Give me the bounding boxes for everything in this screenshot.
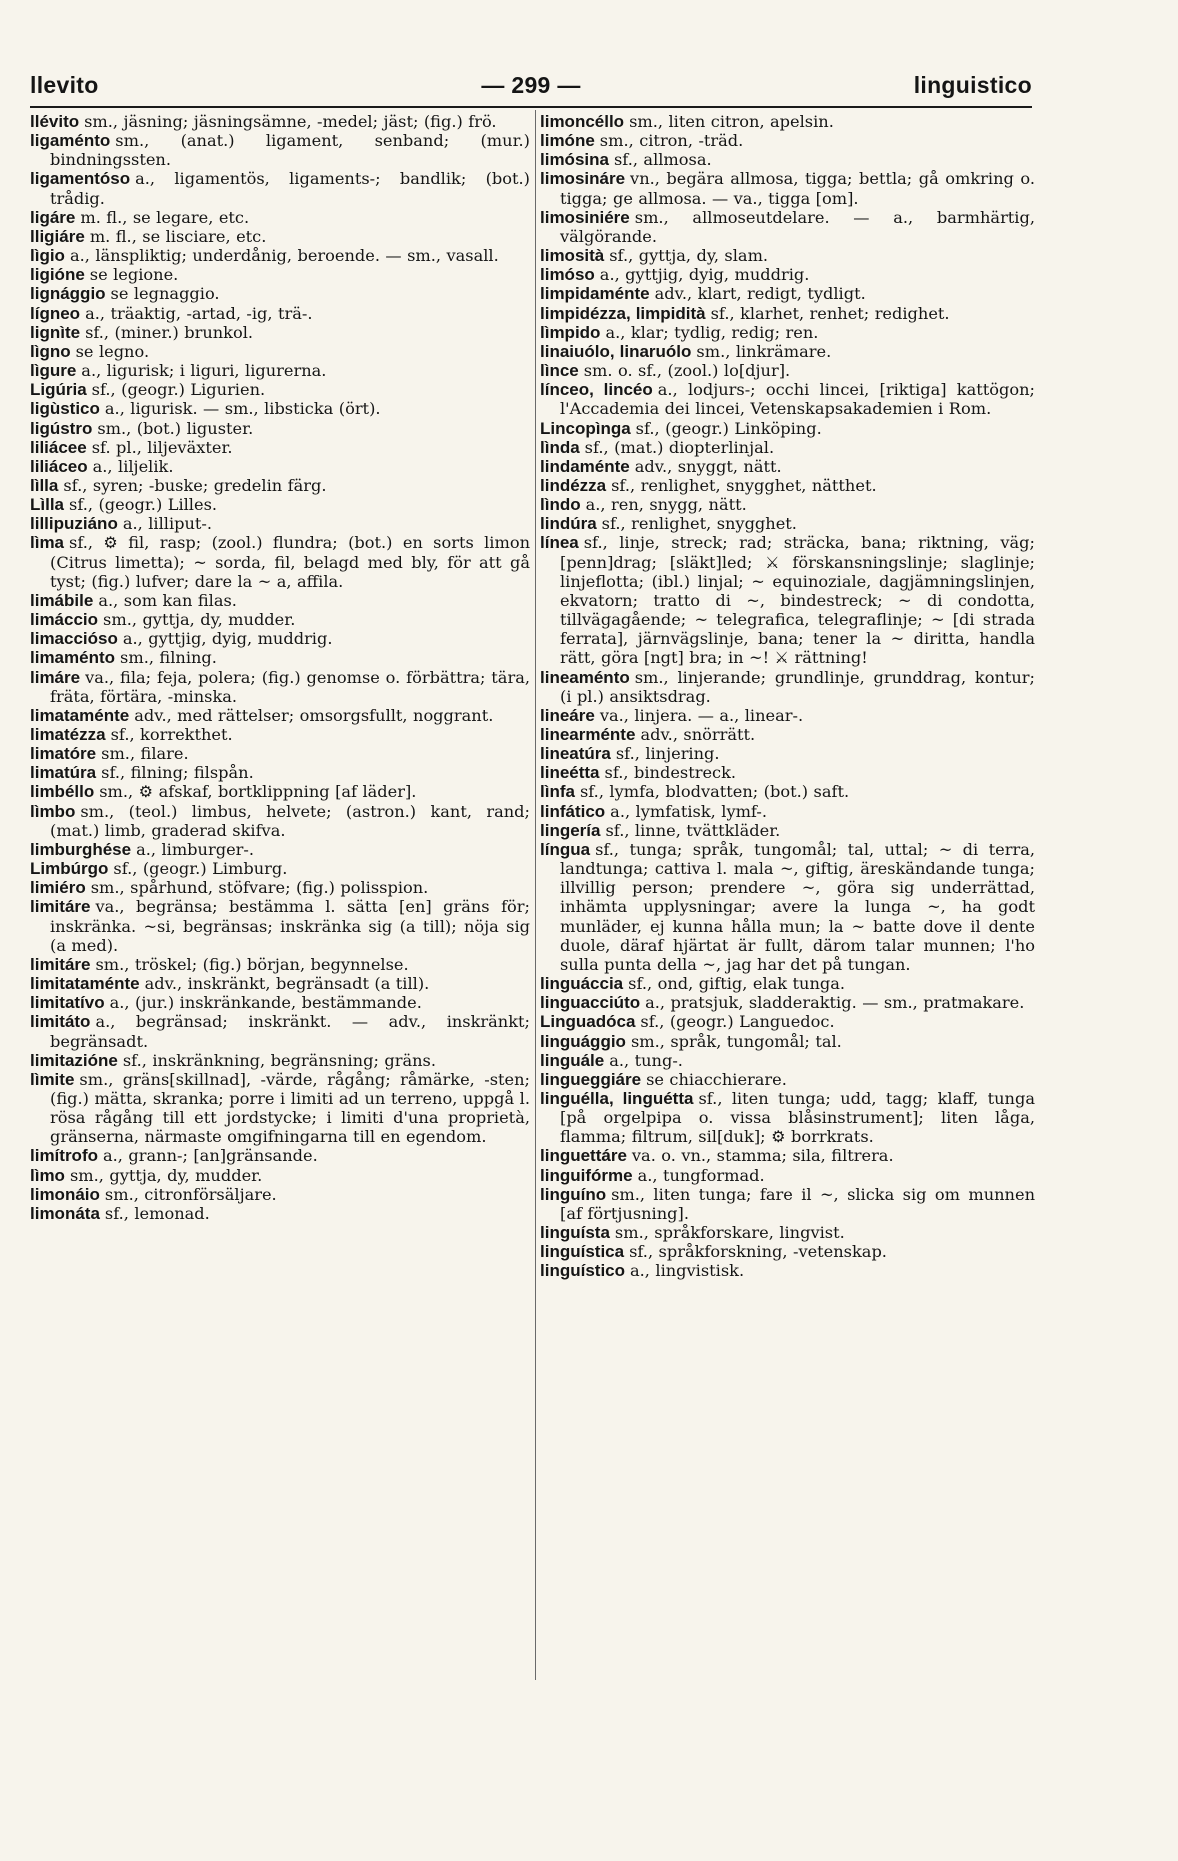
dictionary-entry	[540, 323, 1035, 342]
dictionary-entry	[30, 419, 530, 438]
dictionary-entry	[540, 668, 1035, 706]
dictionary-entry	[30, 840, 530, 859]
dictionary-entry	[30, 169, 530, 207]
entry-definition: sf., (geogr.) Linköping.	[635, 418, 822, 438]
entry-definition: a., länspliktig; underdånig, beroende. — sm., vasall.	[69, 246, 499, 266]
entry-definition: va., linjera. — a., linear-.	[599, 705, 804, 725]
entry-definition: sf., (geogr.) Lilles.	[69, 495, 218, 515]
entry-definition: a., lodjurs-; occhi lincei, [riktiga] kattögon; l'Accademia dei lincei, Vetenskapsakademien i Rom.	[560, 380, 1035, 419]
entry-definition: sm., (teol.) limbus, helvete; (astron.) kant, rand; (mat.) limb, graderad skifva.	[50, 801, 530, 840]
entry-definition: a., pratsjuk, sladderaktig. — sm., pratmakare.	[645, 993, 1025, 1013]
entry-definition: sm., ⚙ afskaf, bortklippning [af läder].	[99, 782, 417, 802]
entry-definition: a., ligamentös, ligaments-; bandlik; (bot.) trådig.	[50, 169, 530, 208]
dictionary-entry	[30, 438, 530, 457]
dictionary-entry	[30, 342, 530, 361]
entry-definition: a., limburger-.	[136, 839, 255, 859]
entry-definition: sf., (miner.) brunkol.	[85, 322, 254, 342]
dictionary-entry	[540, 476, 1035, 495]
entry-definition: sm., gyttja, dy, mudder.	[103, 610, 296, 630]
dictionary-entry	[540, 993, 1035, 1012]
entry-definition: m. fl., se lisciare, etc.	[89, 226, 267, 246]
dictionary-entry	[30, 955, 530, 974]
entry-definition: a., (jur.) inskränkande, bestämmande.	[109, 993, 422, 1013]
entry-definition: sf., gyttja, dy, slam.	[609, 246, 769, 266]
dictionary-entry	[30, 782, 530, 801]
entry-headword: limatóre	[30, 744, 97, 764]
entry-definition: sf., tunga; språk, tungomål; tal, uttal; ~ di terra, landtunga; cattiva l. mala ~, giftig, äreskändande tunga; illvillig person; prendere ~, göra sig underrättad, inhämta upplysningar; avere la lunga ~, ha godt munläder, ej kunna hålla mun; la ~ batte dove il dente duole, däraf hjärtat är fullt, därom talar munnen; l'ho sulla punta della ~, jag har det på tungan.	[560, 839, 1035, 974]
dictionary-entry	[30, 897, 530, 954]
dictionary-entry	[540, 246, 1035, 265]
dictionary-entry	[540, 457, 1035, 476]
entry-headword: Linguadóca	[540, 1012, 636, 1032]
dictionary-entry	[540, 1032, 1035, 1051]
entry-headword: lìma	[30, 533, 65, 553]
entry-headword: limóne	[540, 131, 595, 151]
entry-definition: adv., snörrätt.	[640, 725, 756, 744]
entry-definition: se legione.	[89, 265, 179, 285]
entry-headword: lindúra	[540, 514, 597, 534]
entry-definition: a., som kan filas.	[98, 590, 237, 610]
dictionary-entry	[30, 648, 530, 667]
entry-definition: sm., filning.	[120, 648, 217, 668]
header-first-word: llevito	[30, 72, 99, 98]
entry-definition: va., fila; feja, polera; (fig.) genomse o. förbättra; tära, fräta, förtära, -minska.	[50, 667, 530, 706]
page-number: — 299 —	[481, 72, 581, 98]
entry-headword: limaccióso	[30, 629, 118, 649]
entry-headword: lindaménte	[540, 456, 630, 476]
entry-definition: sm., språk, tungomål; tal.	[630, 1031, 842, 1051]
entry-definition: sf. pl., liljeväxter.	[91, 437, 233, 457]
dictionary-entry	[540, 782, 1035, 801]
entry-headword: limataménte	[30, 705, 130, 725]
dictionary-entry	[540, 495, 1035, 514]
entry-headword: Ligúria	[30, 380, 87, 400]
entry-headword: linguíno	[540, 1184, 607, 1204]
entry-definition: a., ligurisk. — sm., libsticka (ört).	[104, 399, 381, 419]
dictionary-entry	[540, 1166, 1035, 1185]
entry-headword: lindézza	[540, 475, 607, 495]
dictionary-entry	[540, 150, 1035, 169]
dictionary-entry	[30, 706, 530, 725]
entry-headword: limitáre	[30, 954, 91, 974]
dictionary-entry	[30, 763, 530, 782]
dictionary-entry	[30, 495, 530, 514]
entry-headword: língua	[540, 839, 591, 859]
entry-headword: ligaménto	[30, 131, 111, 151]
entry-headword: liliácee	[30, 437, 87, 457]
entry-headword: lineáre	[540, 705, 595, 725]
entry-headword: limatúra	[30, 763, 97, 783]
entry-headword: linguacciúto	[540, 993, 641, 1013]
entry-definition: sm., (anat.) ligament, senband; (mur.) bindningssten.	[50, 131, 530, 170]
dictionary-entry	[30, 1012, 530, 1050]
entry-headword: limosináre	[540, 169, 626, 189]
dictionary-entry	[540, 1070, 1035, 1089]
dictionary-entry	[30, 974, 530, 993]
entry-definition: sm., tröskel; (fig.) början, begynnelse.	[95, 954, 409, 974]
dictionary-entry	[30, 1204, 530, 1223]
entry-definition: sf., liten tunga; udd, tagg; klaff, tunga [på orgelpipa o. vissa blåsinstrument]; liten låga, flamma; filtrum, sil[duk]; ⚙ borrkrats.	[560, 1088, 1035, 1147]
entry-definition: sm., spårhund, stöfvare; (fig.) polisspion.	[90, 878, 429, 898]
entry-headword: lligiáre	[30, 226, 85, 246]
dictionary-entry	[30, 361, 530, 380]
entry-headword: lineétta	[540, 763, 600, 783]
entry-definition: sm., citron, -träd.	[599, 131, 744, 151]
entry-headword: limitazióne	[30, 1050, 118, 1070]
dictionary-entry	[540, 169, 1035, 207]
entry-definition: a., gyttjig, dyig, muddrig.	[122, 629, 333, 649]
entry-headword: lingería	[540, 820, 601, 840]
entry-definition: sf., linjering.	[615, 744, 720, 764]
dictionary-entry	[30, 131, 530, 169]
entry-definition: sm. o. sf., (zool.) lo[djur].	[583, 361, 791, 381]
entry-headword: limábile	[30, 590, 94, 610]
entry-definition: a., liljelik.	[92, 456, 174, 476]
entry-definition: sm., liten citron, apelsin.	[629, 112, 834, 131]
entry-headword: limpidézza, limpidità	[540, 303, 706, 323]
entry-headword: limitáre	[30, 897, 91, 917]
dictionary-entry	[540, 763, 1035, 782]
dictionary-entry	[30, 514, 530, 533]
entry-headword: linguáccia	[540, 974, 624, 994]
entry-headword: ligùstico	[30, 399, 100, 419]
entry-headword: limóso	[540, 265, 595, 285]
entry-definition: a., lilliput-.	[122, 514, 213, 534]
entry-definition: sm., jäsning; jäsningsämne, -medel; jäst; (fig.) frö.	[84, 112, 497, 131]
dictionary-entry	[540, 744, 1035, 763]
entry-headword: limatézza	[30, 725, 106, 744]
entry-definition: se chiacchierare.	[646, 1069, 787, 1089]
dictionary-entry	[540, 1089, 1035, 1146]
entry-definition: sm., citronförsäljare.	[104, 1184, 277, 1204]
entry-headword: linfático	[540, 801, 606, 821]
dictionary-entry	[540, 208, 1035, 246]
entry-headword: limonáio	[30, 1184, 100, 1204]
entry-headword: lingueggiáre	[540, 1069, 642, 1089]
entry-definition: adv., med rättelser; omsorgsfullt, noggrant.	[134, 705, 494, 725]
dictionary-entry	[30, 993, 530, 1012]
dictionary-entry	[540, 380, 1035, 418]
entry-headword: linguísta	[540, 1223, 610, 1243]
entry-definition: sf., lymfa, blodvatten; (bot.) saft.	[579, 782, 850, 802]
entry-headword: Limbúrgo	[30, 859, 109, 879]
entry-definition: sm., linkrämare.	[696, 341, 832, 361]
entry-definition: se legnaggio.	[110, 284, 220, 304]
dictionary-entry	[30, 859, 530, 878]
entry-headword: ligústro	[30, 418, 93, 438]
entry-headword: lìndo	[540, 495, 581, 515]
entry-headword: Lincopìnga	[540, 418, 631, 438]
dictionary-entry	[30, 265, 530, 284]
entry-definition: sf., (geogr.) Languedoc.	[640, 1012, 835, 1032]
dictionary-entry	[30, 112, 530, 131]
entry-definition: adv., inskränkt, begränsadt (a till).	[144, 974, 430, 994]
entry-definition: sm., (bot.) liguster.	[97, 418, 254, 438]
entry-headword: lìmite	[30, 1069, 75, 1089]
right-column	[540, 112, 1035, 1682]
entry-headword: ligáre	[30, 207, 76, 227]
entry-definition: a., begränsad; inskränkt. — adv., inskränkt; begränsadt.	[50, 1012, 530, 1051]
entry-headword: linguággio	[540, 1031, 626, 1051]
entry-definition: adv., klart, redigt, tydligt.	[654, 284, 866, 304]
entry-headword: lignìte	[30, 322, 81, 342]
left-column	[30, 112, 530, 1682]
entry-definition: sf., lemonad.	[104, 1203, 210, 1223]
entry-definition: sm., allmoseutdelare. — a., barmhärtig, välgörande.	[560, 207, 1035, 246]
entry-headword: lígneo	[30, 303, 81, 323]
dictionary-entry	[540, 840, 1035, 974]
entry-headword: limósina	[540, 150, 609, 170]
dictionary-entry	[540, 265, 1035, 284]
dictionary-entry	[30, 399, 530, 418]
entry-headword: lìgno	[30, 341, 71, 361]
dictionary-entry	[30, 246, 530, 265]
dictionary-entry	[540, 284, 1035, 303]
dictionary-entry	[30, 744, 530, 763]
entry-definition: a., ligurisk; i liguri, ligurerna.	[81, 361, 327, 381]
entry-definition: sf., ⚙ fil, rasp; (zool.) flundra; (bot.) en sorts limon (Citrus limetta); ~ sorda, fil, belagd med bly, för att gå tyst; (fig.) lufver; dare la ~ a, affila.	[50, 533, 530, 591]
dictionary-entry	[30, 1166, 530, 1185]
entry-headword: lineaménto	[540, 667, 630, 687]
entry-headword: limburghése	[30, 839, 132, 859]
dictionary-entry	[540, 1146, 1035, 1165]
entry-headword: limonáta	[30, 1203, 100, 1223]
dictionary-entry	[540, 725, 1035, 744]
entry-definition: sf., språkforskning, -vetenskap.	[629, 1242, 887, 1262]
entry-definition: sf., renlighet, snygghet, nätthet.	[611, 475, 877, 495]
dictionary-entry	[30, 629, 530, 648]
entry-headword: lìgio	[30, 246, 65, 266]
dictionary-entry	[30, 725, 530, 744]
dictionary-entry	[540, 974, 1035, 993]
entry-headword: línceo, lincéo	[540, 380, 653, 400]
entry-definition: sf., inskränkning, begränsning; gräns.	[122, 1050, 436, 1070]
dictionary-entry	[540, 112, 1035, 131]
entry-definition: se legno.	[75, 341, 150, 361]
dictionary-entry	[540, 1185, 1035, 1223]
dictionary-entry	[540, 1012, 1035, 1031]
dictionary-entry	[30, 878, 530, 897]
dictionary-entry	[30, 476, 530, 495]
entry-definition: sf., filning; filspån.	[101, 763, 254, 783]
entry-headword: Lìlla	[30, 495, 65, 515]
entry-definition: sm., gyttja, dy, mudder.	[69, 1165, 263, 1185]
dictionary-entry	[30, 1185, 530, 1204]
dictionary-entry	[30, 533, 530, 590]
dictionary-entry	[540, 131, 1035, 150]
entry-definition: adv., snyggt, nätt.	[634, 456, 782, 476]
dictionary-entry	[30, 457, 530, 476]
entry-headword: limáccio	[30, 610, 99, 630]
entry-definition: sm., filare.	[101, 744, 189, 764]
entry-definition: sf., bindestreck.	[604, 763, 737, 783]
entry-definition: a., lymfatisk, lymf-.	[610, 801, 767, 821]
entry-definition: sm., linjerande; grundlinje, grunddrag, kontur; (i pl.) ansiktsdrag.	[560, 667, 1035, 706]
dictionary-entry	[540, 1223, 1035, 1242]
entry-definition: a., lingvistisk.	[630, 1261, 745, 1281]
entry-headword: ligamentóso	[30, 169, 131, 189]
entry-headword: liliáceo	[30, 456, 88, 476]
entry-definition: va., begränsa; bestämma l. sätta [en] gräns för; inskränka. ~si, begränsas; inskränka sig (a till); nöja sig (a med).	[50, 897, 530, 955]
entry-definition: a., gyttjig, dyig, muddrig.	[599, 265, 810, 285]
entry-headword: linaiuólo, linaruólo	[540, 341, 692, 361]
dictionary-entry	[540, 342, 1035, 361]
entry-headword: linearménte	[540, 725, 636, 744]
entry-definition: sf., allmosa.	[613, 150, 712, 170]
entry-headword: lìmbo	[30, 801, 76, 821]
dictionary-entry	[30, 323, 530, 342]
entry-headword: lìmo	[30, 1165, 65, 1185]
entry-definition: a., träaktig, -artad, -ig, trä-.	[85, 303, 313, 323]
entry-definition: sf., renlighet, snygghet.	[601, 514, 797, 534]
entry-definition: m. fl., se legare, etc.	[80, 207, 250, 227]
entry-headword: limitáto	[30, 1012, 91, 1032]
entry-headword: lìlla	[30, 475, 59, 495]
entry-definition: va. o. vn., stamma; sila, filtrera.	[631, 1146, 894, 1166]
entry-definition: sf., (geogr.) Limburg.	[113, 859, 288, 879]
entry-definition: sf., (geogr.) Ligurien.	[91, 380, 266, 400]
dictionary-entry	[30, 610, 530, 629]
entry-definition: a., klar; tydlig, redig; ren.	[605, 322, 819, 342]
dictionary-entry	[540, 304, 1035, 323]
entry-definition: sf., korrekthet.	[110, 725, 233, 744]
entry-headword: linguifórme	[540, 1165, 633, 1185]
dictionary-entry	[30, 380, 530, 399]
dictionary-entry	[540, 1261, 1035, 1280]
entry-headword: limáre	[30, 667, 81, 687]
entry-definition: sf., (mat.) diopterlinjal.	[584, 437, 775, 457]
dictionary-entry	[30, 1146, 530, 1165]
dictionary-entry	[30, 227, 530, 246]
entry-headword: linguettáre	[540, 1146, 627, 1166]
dictionary-entry	[540, 802, 1035, 821]
entry-headword: lìnce	[540, 361, 579, 381]
entry-definition: a., grann-; [an]gränsande.	[103, 1146, 318, 1166]
entry-headword: limbéllo	[30, 782, 95, 802]
dictionary-entry	[540, 533, 1035, 667]
dictionary-entry	[540, 1242, 1035, 1261]
entry-definition: sm., liten tunga; fare il ~, slicka sig om munnen [af förtjusning].	[560, 1184, 1035, 1223]
entry-headword: lìgure	[30, 361, 77, 381]
dictionary-entry	[30, 1070, 530, 1147]
entry-headword: limaménto	[30, 648, 116, 668]
dictionary-entry	[540, 1051, 1035, 1070]
entry-headword: lineatúra	[540, 744, 611, 764]
entry-headword: linguále	[540, 1050, 605, 1070]
entry-headword: limitatívo	[30, 993, 105, 1013]
entry-definition: a., ren, snygg, nätt.	[585, 495, 747, 515]
entry-headword: lillipuziáno	[30, 514, 118, 534]
entry-definition: sf., ond, giftig, elak tunga.	[628, 974, 846, 994]
entry-headword: limitataménte	[30, 974, 140, 994]
dictionary-entry	[30, 208, 530, 227]
dictionary-entry	[540, 706, 1035, 725]
entry-headword: limosiniére	[540, 207, 630, 227]
page-header	[30, 70, 1032, 108]
entry-headword: linguístico	[540, 1261, 625, 1281]
entry-headword: llévito	[30, 112, 80, 131]
entry-definition: a., tungformad.	[637, 1165, 765, 1185]
dictionary-entry	[30, 668, 530, 706]
entry-definition: vn., begära allmosa, tigga; bettla; gå omkring o. tigga; ge allmosa. — va., tigga [om].	[560, 169, 1035, 208]
entry-definition: sf., linje, streck; rad; sträcka, bana; riktning, väg; [penn]drag; [släkt]led; ⚔ förskansningslinje; slaglinje; linjeflotta; (ibl.) linjal; ~ equinoziale, dagjämningslinjen, ekvatorn; tratto di ~, bindestreck; ~ di condotta, tillvägagående; ~ telegrafica, telegraflinje; ~ [di strada ferrata], järnvägslinje, bana; tener la ~ diritta, handla rätt, göra [ngt] bra; in ~! ⚔ rättning!	[560, 533, 1035, 668]
dictionary-entry	[30, 284, 530, 303]
entry-headword: lìnda	[540, 437, 580, 457]
dictionary-entry	[30, 591, 530, 610]
entry-definition: sf., klarhet, renhet; redighet.	[710, 303, 950, 323]
entry-headword: lignággio	[30, 284, 106, 304]
dictionary-entry	[540, 438, 1035, 457]
entry-headword: linguística	[540, 1242, 625, 1262]
entry-definition: sm., språkforskare, lingvist.	[614, 1223, 845, 1243]
header-last-word: linguistico	[913, 72, 1032, 98]
entry-headword: limítrofo	[30, 1146, 98, 1166]
entry-headword: ligióne	[30, 265, 85, 285]
entry-headword: limiéro	[30, 878, 86, 898]
entry-headword: lìmpido	[540, 322, 601, 342]
entry-headword: limoncéllo	[540, 112, 625, 131]
dictionary-entry	[30, 802, 530, 840]
entry-headword: limosità	[540, 246, 605, 266]
column-divider	[535, 110, 536, 1680]
dictionary-entry	[30, 304, 530, 323]
dictionary-entry	[540, 514, 1035, 533]
entry-definition: a., tung-.	[609, 1050, 683, 1070]
entry-definition: sm., gräns[skillnad], -värde, rågång; råmärke, -sten; (fig.) mätta, skranka; porre i limiti ad un terreno, uppgå l. rösa rågång till ett jordstycke; i limiti d'una proprietà, gränserna, närmaste omgifningarna till en egendom.	[50, 1069, 530, 1147]
dictionary-entry	[540, 821, 1035, 840]
dictionary-entry	[540, 419, 1035, 438]
entry-headword: limpidaménte	[540, 284, 650, 304]
entry-headword: linguélla, linguétta	[540, 1088, 694, 1108]
dictionary-entry	[540, 361, 1035, 380]
dictionary-entry	[30, 1051, 530, 1070]
entry-headword: línea	[540, 533, 579, 553]
entry-definition: sf., linne, tvättkläder.	[605, 820, 781, 840]
entry-definition: sf., syren; -buske; gredelin färg.	[63, 475, 327, 495]
entry-headword: lìnfa	[540, 782, 575, 802]
